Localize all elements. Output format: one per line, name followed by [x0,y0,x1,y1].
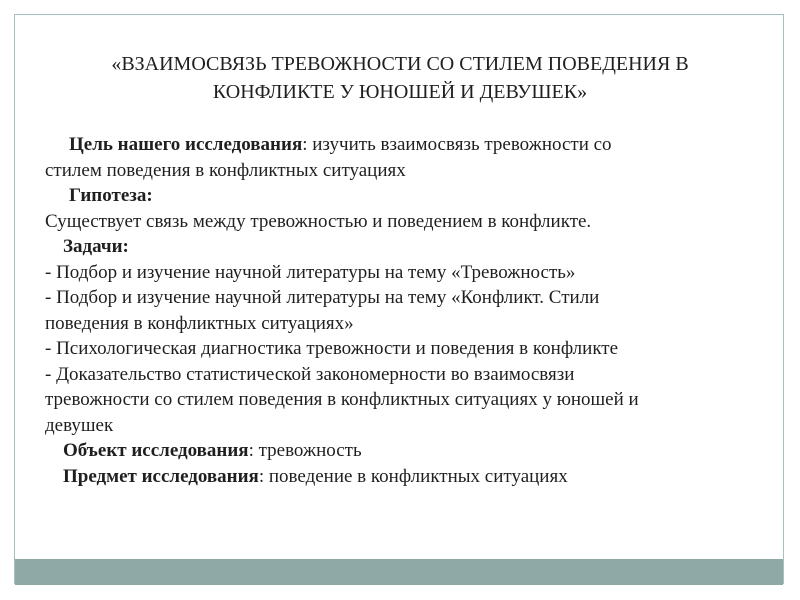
goal-text-1: : изучить взаимосвязь тревожности со [302,134,612,155]
task-line: - Подбор и изучение научной литературы на тему «Конфликт. Стили [45,287,600,308]
tasks-heading [45,234,775,260]
goal-label: Цель нашего исследования [69,134,303,155]
task-line: тревожности со стилем поведения в конфликтных ситуациях у юношей и [45,389,639,410]
hypothesis-text: Существует связь между тревожностью и поведением в конфликте. [45,210,592,232]
task-line: девушек [45,414,114,436]
subject-text: : поведение в конфликтных ситуациях [258,465,568,487]
object-label: Объект исследования [63,440,249,461]
goal-text-2: стилем поведения в конфликтных ситуациях [45,159,406,181]
slide-body [45,132,775,489]
hypothesis-label: Гипотеза: [69,185,153,206]
tasks-label: Задачи: [63,236,129,257]
goal-line-1 [45,132,775,158]
object-text: : тревожность [248,440,362,461]
task-line: поведения в конфликтных ситуациях» [45,312,354,334]
slide-title: «ВЗАИМОСВЯЗЬ ТРЕВОЖНОСТИ СО СТИЛЕМ ПОВЕДЕНИЯ В КОНФЛИКТЕ У ЮНОШЕЙ И ДЕВУШЕК» [111,53,689,103]
subject-label: Предмет исследования [63,465,259,487]
subject-line [45,464,775,490]
task-line: - Подбор и изучение научной литературы на тему «Тревожность» [45,261,576,283]
bottom-bar [15,559,783,585]
object-line [45,438,775,464]
hypothesis-heading [45,183,775,209]
task-line: - Психологическая диагностика тревожности и поведения в конфликте [45,338,619,359]
task-line: - Доказательство статистической закономерности во взаимосвязи [45,363,575,385]
